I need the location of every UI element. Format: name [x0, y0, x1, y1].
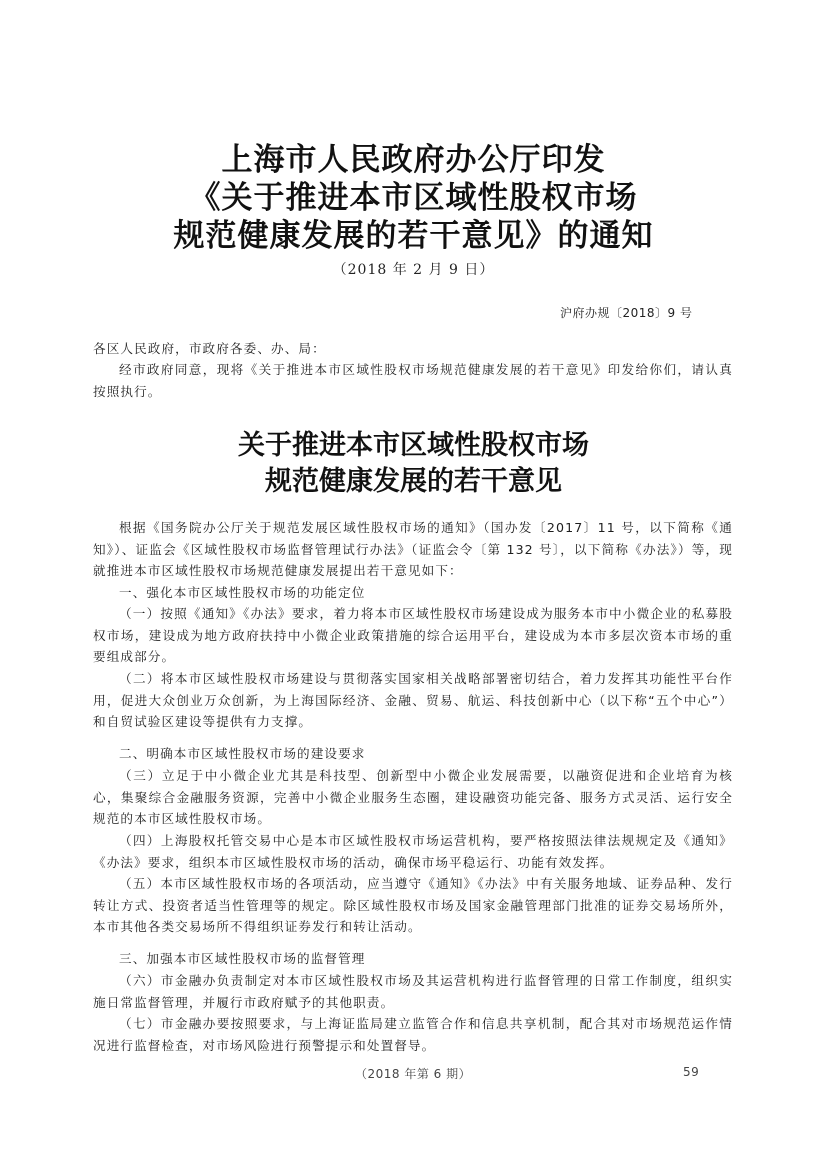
notice-title-line3: 规范健康发展的若干意见》的通知: [173, 218, 654, 254]
document-number: 沪府办规〔2018〕9 号: [560, 306, 693, 320]
section-heading: 三、加强本市区域性股权市场的监督管理: [119, 951, 366, 966]
section-item: （一）按照《通知》《办法》要求，着力将本市区域性股权市场建设成为服务本市中小微企业的私募股权市场，建设成为地方政府扶持中小微企业政策措施的综合运用平台，建设成为本市多层次资本市场的重要组成部分。: [93, 606, 733, 664]
section-item: （五）本市区域性股权市场的各项活动，应当遵守《通知》《办法》中有关服务地域、证券品种、发行转让方式、投资者适当性管理等的规定。除区域性股权市场及国家金融管理部门批准的证券交易场所外，本市其他各类交易场所不得组织证券发行和转让活动。: [93, 876, 733, 934]
notice-title-line2: 《关于推进本市区域性股权市场: [189, 180, 638, 216]
section-item: （七）市金融办要按照要求，与上海证监局建立监管合作和信息共享机制，配合其对市场规范运作情况进行监督检查，对市场风险进行预警提示和处置督导。: [93, 1016, 733, 1053]
section-item: （三）立足于中小微企业尤其是科技型、创新型中小微企业发展需要，以融资促进和企业培育为核心，集聚综合金融服务资源，完善中小微企业服务生态圈，建设融资功能完备、服务方式灵活、运行安全规范的本市区域性股权市场。: [93, 768, 733, 826]
opinion-title-line2: 规范健康发展的若干意见: [265, 466, 562, 497]
notice-body: 经市政府同意，现将《关于推进本市区域性股权市场规范健康发展的若干意见》印发给你们，请认真按照执行。: [93, 362, 733, 399]
section-item: （二）将本市区域性股权市场建设与贯彻落实国家相关战略部署密切结合，着力发挥其功能性平台作用，促进大众创业万众创新，为上海国际经济、金融、贸易、航运、科技创新中心（以下称“五个中心”）和自贸试验区建设等提供有力支撑。: [93, 671, 733, 729]
section-item: （四）上海股权托管交易中心是本市区域性股权市场运营机构，要严格按照法律法规规定及《通知》《办法》要求，组织本市区域性股权市场的活动，确保市场平稳运行、功能有效发挥。: [93, 833, 733, 870]
addressee: 各区人民政府，市政府各委、办、局：: [93, 341, 326, 356]
opinion-intro: 根据《国务院办公厅关于规范发展区域性股权市场的通知》（国办发〔2017〕11 号，以下简称《通知》）、证监会《区域性股权市场监督管理试行办法》（证监会令〔第 132 号〕，以下简称《办法》）等，现就推进本市区域性股权市场规范健康发展提出若干意见如下：: [93, 520, 733, 578]
opinion-title-line1: 关于推进本市区域性股权市场: [238, 430, 589, 461]
page-number: 59: [683, 1065, 700, 1079]
section-item: （六）市金融办负责制定对本市区域性股权市场及其运营机构进行监督管理的日常工作制度，组织实施日常监督管理，并履行市政府赋予的其他职责。: [93, 973, 733, 1010]
notice-title-line1: 上海市人民政府办公厅印发: [221, 142, 606, 178]
notice-date: （2018 年 2 月 9 日）: [332, 262, 495, 278]
issue-label: （2018 年第 6 期）: [355, 1067, 472, 1081]
section-heading: 一、强化本市区域性股权市场的功能定位: [119, 585, 366, 600]
section-heading: 二、明确本市区域性股权市场的建设要求: [119, 746, 366, 761]
